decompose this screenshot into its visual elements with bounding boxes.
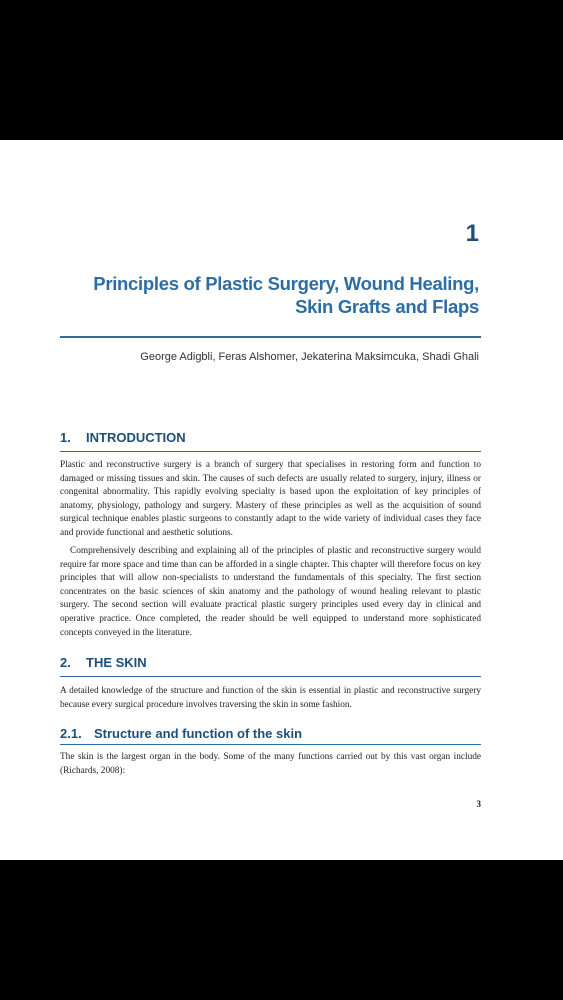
chapter-number: 1 <box>465 220 479 247</box>
chapter-title-line2: Skin Grafts and Flaps <box>295 296 479 317</box>
chapter-title <box>59 272 479 318</box>
subsection-divider <box>60 744 481 745</box>
skin-paragraph-1: A detailed knowledge of the structure and function of the skin is essential in plastic and reconstructive surgery because every surgical procedure involves traversing the skin in some fashion. <box>60 686 481 710</box>
subsection-heading-structure <box>60 726 302 741</box>
subsection-title: Structure and function of the skin <box>94 726 303 741</box>
section-heading-the-skin <box>60 655 147 670</box>
subsection-number: 2.1. <box>60 726 82 741</box>
intro-paragraph-2: Comprehensively describing and explaining all of the principles of plastic and reconstructive surgery would require far more space and time than can be afforded in a single chapter. This chapter will therefore focus on key principles that will allow non-specialists to understand the fundamentals of this specialty. The first section concentrates on the basic sciences of skin anatomy and the pathology of wound healing relevant to plastic surgery. The second section will evaluate practical plastic surgery principles used every day in clinical and operative practice. Once completed, the reader should be well equipped to understand more sophisticated concepts conveyed in the literature. <box>60 546 481 638</box>
chapter-title-line1: Principles of Plastic Surgery, Wound Healing, <box>93 273 479 294</box>
section-number: 1. <box>60 430 71 445</box>
intro-paragraph-1: Plastic and reconstructive surgery is a branch of surgery that specialises in restoring form and function to damaged or missing tissues and skin. The causes of such defects are usually related to surgery, injury, illness or congenital abnormality. This rapidly evolving specialty is based upon the exploitation of key principles of anatomy, physiology, pathology and surgery. Mastery of these principles as well as the acquisition of sound surgical technique enables plastic surgeons to constantly adapt to the wide variety of individual cases they face and provide functional and aesthetic solutions. <box>60 460 481 538</box>
page-number: 3 <box>476 799 481 809</box>
section-divider <box>60 676 481 677</box>
chapter-authors: George Adigbli, Feras Alshomer, Jekaterina Maksimcuka, Shadi Ghali <box>140 351 479 363</box>
section-divider <box>60 451 481 452</box>
section-heading-introduction <box>60 430 186 445</box>
section-title: INTRODUCTION <box>86 430 186 445</box>
document-page <box>0 140 563 860</box>
title-divider <box>60 336 481 338</box>
section-number: 2. <box>60 655 71 670</box>
section-title: THE SKIN <box>86 655 147 670</box>
structure-paragraph-1: The skin is the largest organ in the body. Some of the many functions carried out by this vast organ include (Richards, 2008): <box>60 752 481 776</box>
